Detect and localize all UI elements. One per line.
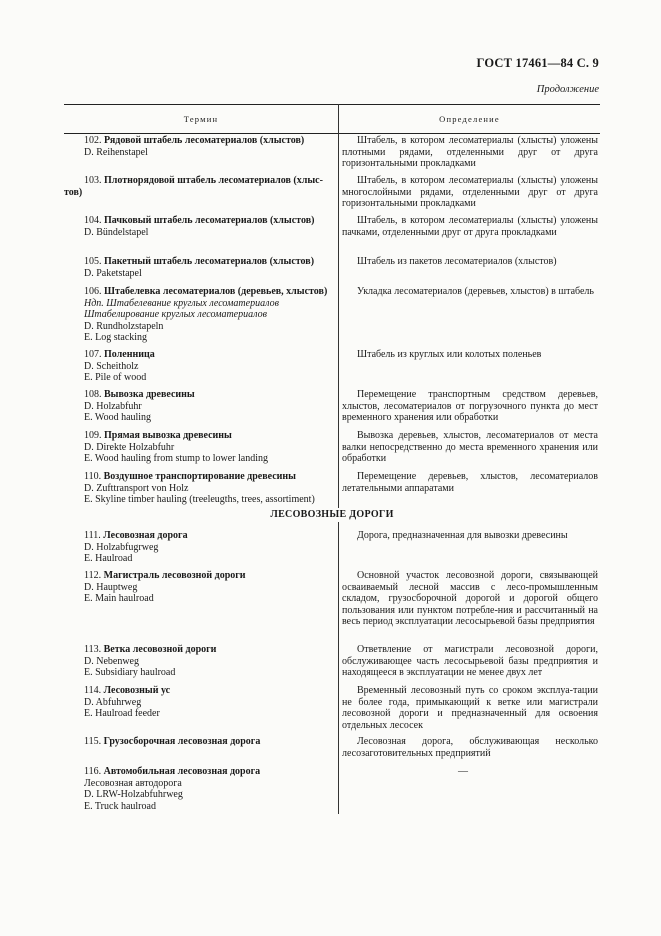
term-definition: Штабель, в котором лесоматериалы (хлысты) уложены многослойными рядами, отделенными друг от друга горизонтальными прокладками [342, 175, 598, 210]
term-english: E. Subsidiary haulroad [84, 667, 176, 679]
table-header-rule [64, 133, 600, 134]
term-number: 105. [84, 256, 102, 267]
term-number: 116. [84, 766, 102, 777]
term-deprecated: Штабелирование круглых лесоматериалов [84, 309, 267, 321]
term-definition: Дорога, предназначенная для вывозки древесины [357, 530, 568, 541]
term-definition: Перемещение деревьев, хлыстов, лесоматериалов летательными аппаратами [342, 471, 598, 494]
term-number: 109. [84, 430, 102, 441]
term-german: D. Abfuhrweg [84, 696, 142, 708]
term-deprecated: Ндп. Штабелевание круглых лесоматериалов [84, 297, 279, 309]
term-number: 107. [84, 349, 102, 360]
term-german: D. Direkte Holzabfuhr [84, 441, 175, 453]
term-number: 111. [84, 530, 101, 541]
term-english: E. Haulroad feeder [84, 708, 160, 720]
term-english: E. Skyline timber hauling (treeleugths, trees, assortiment) [84, 494, 315, 506]
term-english: E. Main haulroad [84, 593, 154, 605]
term-german: D. LRW-Holzabfuhrweg [84, 789, 183, 801]
term-name: Ветка лесовозной дороги [103, 644, 217, 655]
term-english: E. Log stacking [84, 332, 148, 344]
term-number: 113. [84, 644, 102, 655]
term-number: 103. [84, 175, 102, 186]
term-definition: Укладка лесоматериалов (деревьев, хлыстов) в штабель [357, 286, 594, 297]
terms-table [64, 104, 600, 814]
term-number: 104. [84, 215, 102, 226]
term-name: Воздушное транспортирование древесины [103, 471, 296, 482]
page-header: ГОСТ 17461—84 С. 9 [476, 56, 599, 70]
term-name: Плотнорядовой штабель лесоматериалов (хлыс- [104, 175, 323, 186]
term-number: 110. [84, 471, 102, 482]
term-english: E. Pile of wood [84, 372, 147, 384]
table-top-rule [64, 104, 600, 105]
continuation-label: Продолжение [536, 84, 599, 95]
term-definition: Штабель, в котором лесоматериалы (хлысты) уложены плотными рядами, отделенными друг от друга горизонтальными прокладками [342, 135, 598, 170]
term-german: D. Scheitholz [84, 360, 139, 372]
term-name: Пачковый штабель лесоматериалов (хлыстов) [104, 215, 315, 226]
column-header-definition: Определение [439, 114, 500, 124]
term-definition: Штабель, в котором лесоматериалы (хлысты) уложены пачками, отделенными друг от друга прокладками [342, 215, 598, 238]
term-german: D. Paketstapel [84, 267, 142, 279]
term-german: D. Nebenweg [84, 655, 139, 667]
term-english: E. Wood hauling [84, 412, 152, 424]
term-name: Поленница [104, 349, 155, 360]
term-german: D. Zufttransport von Holz [84, 482, 189, 494]
term-definition: Штабель из пакетов лесоматериалов (хлыстов) [357, 256, 557, 267]
term-number: 106. [84, 286, 102, 297]
term-definition: Штабель из круглых или колотых поленьев [357, 349, 542, 360]
term-german: D. Rundholzstapeln [84, 320, 164, 332]
term-number: 108. [84, 389, 102, 400]
column-header-term: Термин [183, 114, 219, 124]
term-name: Лесовозный ус [103, 685, 171, 696]
term-english: E. Wood hauling from stump to lower landing [84, 453, 268, 465]
term-german: D. Bündelstapel [84, 226, 149, 238]
term-definition: Лесовозная дорога, обслуживающая несколько лесозаготовительных предприятий [342, 736, 598, 759]
term-name: Прямая вывозка древесины [104, 430, 232, 441]
term-definition: Основной участок лесовозной дороги, связывающей осваиваемый лесной массив с лесо-промышленным складом, грузосборочной дорогой и дорогой общего пользования или пунктом потребле-ния и рассчитанный на весь период эксплуатации лесосырьевой базы предприятия [342, 570, 598, 628]
term-number: 102. [84, 135, 102, 146]
term-english: E. Truck haulroad [84, 800, 156, 812]
term-name: Рядовой штабель лесоматериалов (хлыстов) [104, 135, 305, 146]
term-definition: Ответвление от магистрали лесовозной дороги, обслуживающее часть лесосырьевой базы предприятия и находящееся в эксплуатации не менее двух лет [342, 644, 598, 679]
term-synonym: Лесовозная автодорога [84, 777, 182, 789]
term-name: Штабелевка лесоматериалов (деревьев, хлыстов) [104, 286, 328, 297]
term-name-continued: тов) [64, 186, 83, 198]
term-definition: — [458, 766, 468, 777]
section-heading: ЛЕСОВОЗНЫЕ ДОРОГИ [270, 509, 394, 520]
term-number: 112. [84, 570, 102, 581]
term-english: E. Haulroad [84, 553, 133, 565]
term-name: Грузосборочная лесовозная дорога [103, 736, 261, 747]
term-number: 114. [84, 685, 102, 696]
term-german: D. Holzabfuhr [84, 400, 142, 412]
term-name: Вывозка древесины [104, 389, 195, 400]
term-definition: Перемещение транспортным средством деревьев, хлыстов, лесоматериалов от погрузочного пункта до мест временного хранения или обработки [342, 389, 598, 424]
term-number: 115. [84, 736, 102, 747]
term-name: Автомобильная лесовозная дорога [103, 766, 261, 777]
term-name: Пакетный штабель лесоматериалов (хлыстов) [104, 256, 315, 267]
term-german: D. Holzabfugrweg [84, 541, 159, 553]
term-name: Магистраль лесовозной дороги [103, 570, 246, 581]
column-divider [338, 104, 339, 814]
term-german: D. Reihenstapel [84, 146, 148, 158]
term-german: D. Hauptweg [84, 581, 138, 593]
term-name: Лесовозная дорога [103, 530, 188, 541]
term-definition: Вывозка деревьев, хлыстов, лесоматериалов от места валки непосредственно до места временного хранения или обработки [342, 430, 598, 465]
term-definition: Временный лесовозный путь со сроком эксплуа-тации не более года, примыкающий к ветке или магистрали лесовозной дороги и предназначенный для освоения отдельных лесосек [342, 685, 598, 731]
